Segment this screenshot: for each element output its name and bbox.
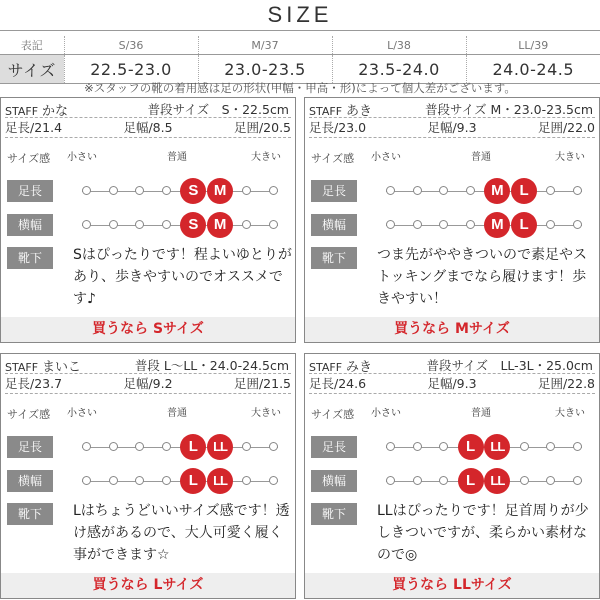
recommendation-banner: 買うなら LLサイズ	[305, 573, 599, 598]
scale-dot	[109, 476, 118, 485]
scale-big-label: 大きい	[251, 408, 281, 419]
scale-dot	[242, 220, 251, 229]
size-column-header: LL/39	[466, 36, 600, 55]
size-marker: L	[511, 178, 537, 204]
socks-tag: 靴下	[7, 503, 53, 525]
size-feel-label: サイズ感	[311, 152, 355, 165]
usual-size: 普段サイズ M・23.0-23.5cm	[425, 102, 593, 117]
foot-length-measure: 足長/23.0	[309, 120, 367, 135]
scale-big-label: 大きい	[251, 152, 281, 163]
scale-dot	[162, 220, 171, 229]
size-table-header-row	[0, 36, 600, 55]
foot-width-measure: 足幅/9.3	[427, 120, 477, 135]
size-row-label: サイズ	[0, 55, 64, 84]
usual-size: 普段サイズ S・22.5cm	[147, 102, 289, 117]
scale-dot	[269, 442, 278, 451]
foot-measurements	[5, 374, 291, 392]
scale-dot	[413, 476, 422, 485]
socks-tag: 靴下	[311, 503, 357, 525]
scale-dot	[573, 442, 582, 451]
scale-dot	[573, 476, 582, 485]
staff-name: みき	[346, 360, 373, 375]
scale-dot	[413, 186, 422, 195]
scale-dot	[162, 186, 171, 195]
scale-dot	[82, 220, 91, 229]
size-feel-label: サイズ感	[7, 152, 51, 165]
scale-dot	[82, 476, 91, 485]
foot-width-tag: 横幅	[7, 470, 53, 492]
scale-dot	[82, 442, 91, 451]
usual-size: 普段サイズ LL-3L・25.0cm	[426, 358, 593, 373]
size-marker: M	[207, 212, 233, 238]
size-marker: L	[511, 212, 537, 238]
scale-big-label: 大きい	[555, 408, 585, 419]
title-divider	[0, 30, 600, 31]
scale-small-label: 小さい	[371, 408, 401, 419]
scale-small-label: 小さい	[67, 152, 97, 163]
foot-girth-measure: 足囲/21.5	[233, 376, 291, 391]
scale-dot	[135, 476, 144, 485]
dashed-divider	[5, 137, 291, 138]
staff-comment: つま先がややきついので素足やストッキングまでなら履けます！歩きやすい！	[377, 247, 587, 307]
scale-dot	[386, 186, 395, 195]
foot-measurements	[5, 118, 291, 136]
scale-dot	[439, 442, 448, 451]
size-marker: L	[458, 468, 484, 494]
staff-tag: STAFF	[5, 361, 39, 374]
scale-dot	[386, 442, 395, 451]
foot-length-tag: 足長	[311, 436, 357, 458]
staff-comment: Lはちょうどいいサイズ感です！透け感があるので、大人可愛く履く事ができます☆	[73, 503, 290, 563]
scale-small-label: 小さい	[67, 408, 97, 419]
foot-length-scale	[82, 181, 278, 201]
scale-dot	[269, 220, 278, 229]
size-marker: M	[484, 178, 510, 204]
foot-girth-measure: 足囲/22.8	[537, 376, 595, 391]
dashed-divider	[309, 393, 595, 394]
page-title: SIZE	[267, 2, 333, 27]
foot-length-measure: 足長/21.4	[5, 120, 63, 135]
foot-length-tag: 足長	[311, 180, 357, 202]
foot-girth-measure: 足囲/22.0	[537, 120, 595, 135]
foot-girth-measure: 足囲/20.5	[233, 120, 291, 135]
staff-tag: STAFF	[309, 105, 343, 118]
size-value-cell: 24.0-24.5	[466, 55, 600, 84]
staff-tag: STAFF	[309, 361, 343, 374]
scale-dot	[135, 186, 144, 195]
size-marker: L	[180, 434, 206, 460]
foot-length-tag: 足長	[7, 436, 53, 458]
scale-dot	[573, 186, 582, 195]
foot-width-measure: 足幅/9.2	[123, 376, 173, 391]
staff-name: あき	[346, 104, 373, 119]
foot-measurements	[309, 374, 595, 392]
foot-length-scale	[386, 437, 582, 457]
staff-card	[304, 353, 600, 599]
foot-width-scale	[386, 215, 582, 235]
size-value-cell: 22.5-23.0	[64, 55, 198, 84]
staff-card	[0, 353, 296, 599]
scale-dot	[242, 186, 251, 195]
size-marker: LL	[484, 468, 510, 494]
scale-dot	[439, 476, 448, 485]
scale-dot	[386, 476, 395, 485]
scale-dot	[82, 186, 91, 195]
size-marker: M	[207, 178, 233, 204]
size-column-header: L/38	[332, 36, 466, 55]
scale-dot	[439, 220, 448, 229]
scale-dot	[466, 220, 475, 229]
size-marker: S	[180, 212, 206, 238]
foot-length-measure: 足長/23.7	[5, 376, 63, 391]
scale-standard-label: 普通	[471, 152, 491, 163]
scale-dot	[242, 476, 251, 485]
scale-dot	[162, 442, 171, 451]
scale-dot	[109, 442, 118, 451]
foot-width-scale	[82, 471, 278, 491]
size-column-header: S/36	[64, 36, 198, 55]
scale-dot	[135, 220, 144, 229]
foot-length-measure: 足長/24.6	[309, 376, 367, 391]
foot-width-tag: 横幅	[311, 214, 357, 236]
scale-dot	[520, 442, 529, 451]
staff-card	[0, 97, 296, 343]
size-marker: LL	[207, 468, 233, 494]
size-marker: L	[180, 468, 206, 494]
scale-dot	[546, 186, 555, 195]
scale-dot	[439, 186, 448, 195]
size-marker: L	[458, 434, 484, 460]
foot-width-scale	[82, 215, 278, 235]
foot-length-scale	[82, 437, 278, 457]
size-value-cell: 23.0-23.5	[198, 55, 332, 84]
recommendation-banner: 買うなら Lサイズ	[1, 573, 295, 598]
scale-dot	[109, 220, 118, 229]
recommendation-banner: 買うなら Mサイズ	[305, 317, 599, 342]
scale-small-label: 小さい	[371, 152, 401, 163]
dashed-divider	[309, 137, 595, 138]
foot-length-scale	[386, 181, 582, 201]
size-column-header: M/37	[198, 36, 332, 55]
usual-size: 普段 L～LL・24.0-24.5cm	[134, 358, 289, 373]
foot-length-tag: 足長	[7, 180, 53, 202]
staff-tag: STAFF	[5, 105, 39, 118]
scale-dot	[546, 476, 555, 485]
scale-dot	[546, 220, 555, 229]
scale-dot	[162, 476, 171, 485]
scale-dot	[546, 442, 555, 451]
foot-width-scale	[386, 471, 582, 491]
socks-tag: 靴下	[311, 247, 357, 269]
staff-comment: LLはぴったりです！足首周りが少しきついですが、柔らかい素材なので◎	[377, 503, 589, 563]
size-header-label: 表記	[0, 36, 64, 55]
size-marker: S	[180, 178, 206, 204]
size-feel-label: サイズ感	[7, 408, 51, 421]
staff-comment: Sはぴったりです！程よいゆとりがあり、歩きやすいのでオススメです♪	[73, 247, 292, 307]
scale-dot	[413, 220, 422, 229]
foot-width-tag: 横幅	[7, 214, 53, 236]
foot-width-measure: 足幅/8.5	[123, 120, 173, 135]
scale-dot	[135, 442, 144, 451]
fit-disclaimer-note: ※スタッフの靴の着用感は足の形状(甲幅・甲高・形)によって個人差がございます。	[84, 81, 516, 95]
scale-dot	[386, 220, 395, 229]
scale-dot	[413, 442, 422, 451]
size-value-cell: 23.5-24.0	[332, 55, 466, 84]
size-feel-label: サイズ感	[311, 408, 355, 421]
staff-name: まいこ	[42, 360, 82, 375]
scale-dot	[520, 476, 529, 485]
staff-name: かな	[42, 104, 69, 119]
scale-big-label: 大きい	[555, 152, 585, 163]
staff-card	[304, 97, 600, 343]
scale-dot	[269, 186, 278, 195]
scale-standard-label: 普通	[167, 152, 187, 163]
recommendation-banner: 買うなら Sサイズ	[1, 317, 295, 342]
foot-width-tag: 横幅	[311, 470, 357, 492]
foot-measurements	[309, 118, 595, 136]
scale-standard-label: 普通	[471, 408, 491, 419]
size-marker: M	[484, 212, 510, 238]
scale-dot	[573, 220, 582, 229]
dashed-divider	[5, 393, 291, 394]
scale-standard-label: 普通	[167, 408, 187, 419]
size-marker: LL	[484, 434, 510, 460]
scale-dot	[269, 476, 278, 485]
size-table	[0, 36, 600, 84]
scale-dot	[466, 186, 475, 195]
size-marker: LL	[207, 434, 233, 460]
scale-dot	[242, 442, 251, 451]
scale-dot	[109, 186, 118, 195]
socks-tag: 靴下	[7, 247, 53, 269]
foot-width-measure: 足幅/9.3	[427, 376, 477, 391]
